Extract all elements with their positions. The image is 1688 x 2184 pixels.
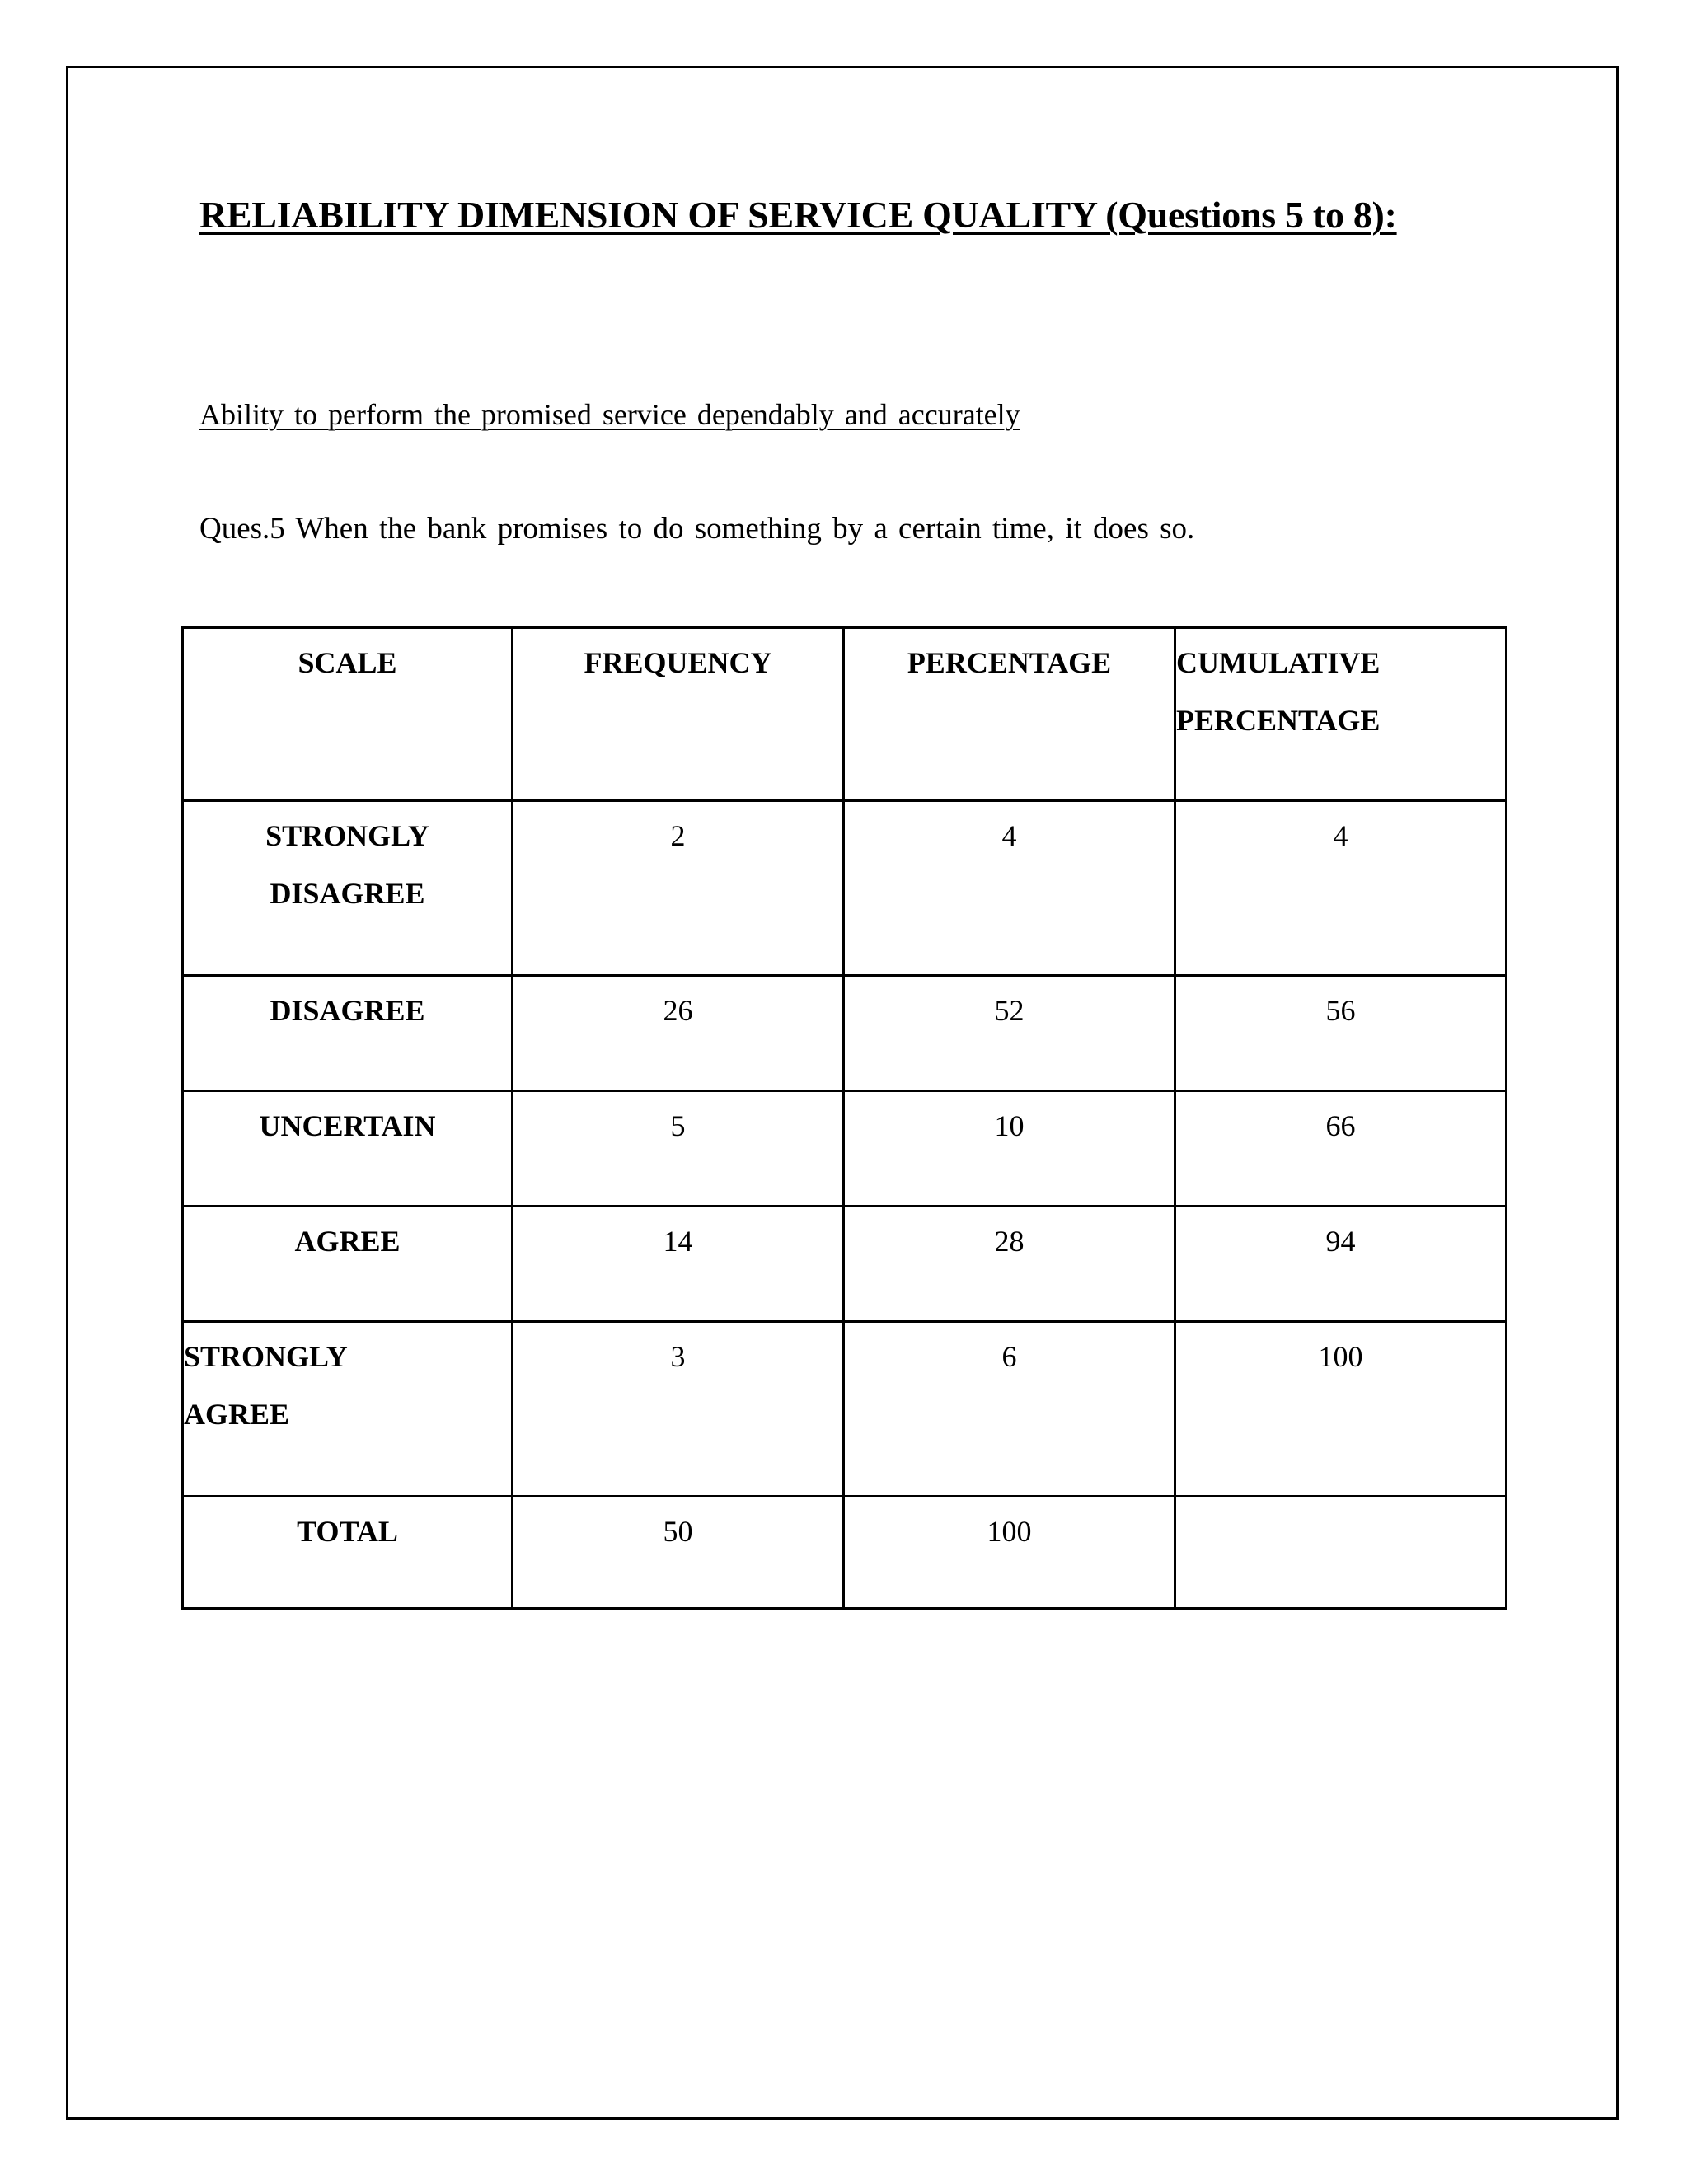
table-header-row	[183, 628, 1507, 801]
frequency-cell: 14	[513, 1207, 844, 1322]
scale-cell	[183, 1322, 513, 1497]
question-text: Ques.5 When the bank promises to do something by a certain time, it does so.	[199, 512, 1195, 546]
header-scale: SCALE	[183, 628, 513, 801]
cumulative-cell: 94	[1175, 1207, 1507, 1322]
scale-line2: DISAGREE	[270, 877, 425, 910]
frequency-cell: 50	[513, 1497, 844, 1609]
scale-cell: TOTAL	[183, 1497, 513, 1609]
scale-line2: AGREE	[184, 1398, 290, 1431]
header-cumulative-line1: CUMULATIVE	[1176, 646, 1381, 679]
header-cumulative-percentage	[1175, 628, 1507, 801]
table-row	[183, 976, 1507, 1091]
table-total-row	[183, 1497, 1507, 1609]
frequency-table	[181, 626, 1507, 1610]
section-subtitle: Ability to perform the promised service dependably and accurately	[199, 398, 1020, 431]
percentage-cell: 4	[844, 801, 1175, 976]
cumulative-cell: 66	[1175, 1091, 1507, 1207]
header-cumulative-line2: PERCENTAGE	[1176, 704, 1381, 737]
table-row	[183, 1322, 1507, 1497]
table-row	[183, 1091, 1507, 1207]
scale-line1: STRONGLY	[184, 1340, 348, 1373]
percentage-cell: 6	[844, 1322, 1175, 1497]
percentage-cell: 28	[844, 1207, 1175, 1322]
percentage-cell: 100	[844, 1497, 1175, 1609]
scale-cell: DISAGREE	[183, 976, 513, 1091]
percentage-cell: 52	[844, 976, 1175, 1091]
scale-cell: UNCERTAIN	[183, 1091, 513, 1207]
header-frequency: FREQUENCY	[513, 628, 844, 801]
frequency-cell: 26	[513, 976, 844, 1091]
frequency-cell: 2	[513, 801, 844, 976]
frequency-cell: 3	[513, 1322, 844, 1497]
cumulative-cell	[1175, 1497, 1507, 1609]
header-percentage: PERCENTAGE	[844, 628, 1175, 801]
percentage-cell: 10	[844, 1091, 1175, 1207]
cumulative-cell: 56	[1175, 976, 1507, 1091]
scale-cell	[183, 801, 513, 976]
cumulative-cell: 100	[1175, 1322, 1507, 1497]
table-row	[183, 801, 1507, 976]
table-row	[183, 1207, 1507, 1322]
section-title: RELIABILITY DIMENSION OF SERVICE QUALITY (Questions 5 to 8):	[199, 194, 1397, 236]
scale-line1: STRONGLY	[265, 819, 429, 852]
cumulative-cell: 4	[1175, 801, 1507, 976]
frequency-cell: 5	[513, 1091, 844, 1207]
scale-cell: AGREE	[183, 1207, 513, 1322]
